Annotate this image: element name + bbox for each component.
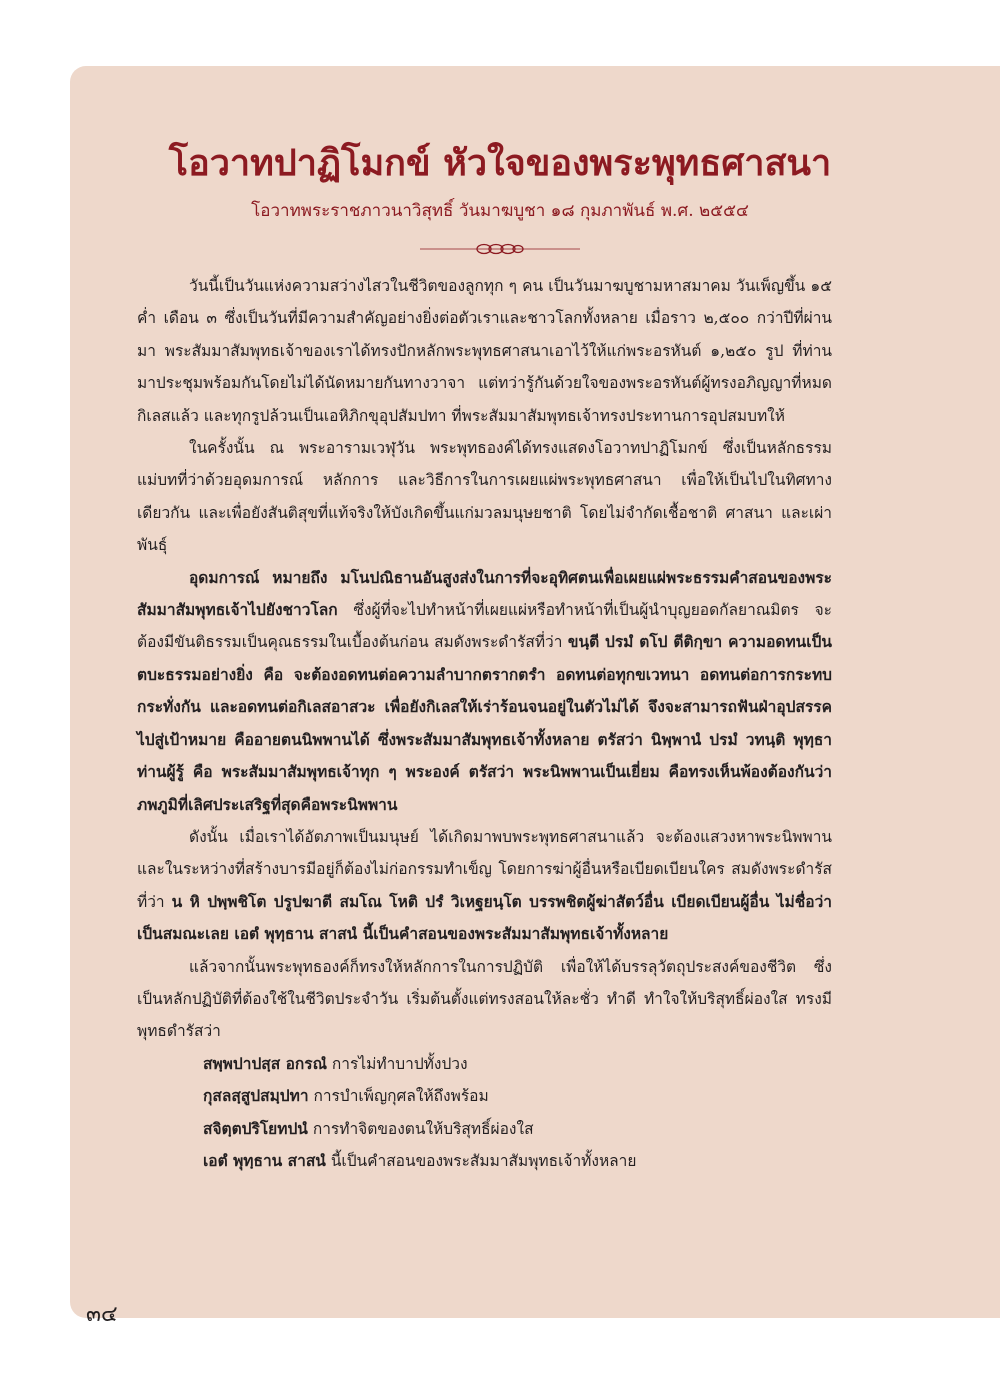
- verse-meaning: นี้เป็นคำสอนของพระสัมมาสัมพุทธเจ้าทั้งหลาย: [325, 1151, 637, 1170]
- paragraph: [137, 951, 832, 1048]
- text-run: ซึ่งผู้ที่จะไปทำหน้าที่เผยแผ่หรือทำหน้าที่เป็นผู้นำบุญยอดกัลยาณมิตร จะต้องมีขันติธรรมเป็นคุณธรรมในเบื้องต้นก่อน สมดังพระดำรัสที่ว่า: [137, 601, 832, 652]
- verse-list: [137, 1048, 832, 1178]
- page-subtitle: โอวาทพระราชภาวนาวิสุทธิ์ วันมาฆบูชา ๑๘ กุมภาพันธ์ พ.ศ. ๒๕๕๔: [251, 201, 749, 221]
- verse-item: [203, 1113, 832, 1145]
- verse-item: [203, 1080, 832, 1112]
- verse-pali: เอตํ พุทฺธาน สาสนํ: [203, 1150, 326, 1170]
- paragraph-list: [137, 270, 832, 1048]
- verse-pali: กุสลสฺสูปสมฺปทา: [203, 1086, 309, 1106]
- bold-text-run: อุดมการณ์ หมายถึง มโนปณิธานอันสูงส่งในการที่จะอุทิศตนเพื่อเผยแผ่พระธรรมคำสอนของพระสัมมาสัมพุทธเจ้าไปยังชาวโลก: [137, 567, 832, 620]
- paragraph: [137, 270, 832, 432]
- verse-pali: สพฺพปาปสฺส อกรณํ: [203, 1053, 327, 1073]
- verse-meaning: การไม่ทำบาปทั้งปวง: [327, 1054, 468, 1073]
- ornament-divider-icon: [420, 238, 580, 260]
- text-run: วันนี้เป็นวันแห่งความสว่างไสวในชีวิตของลูกทุก ๆ คน เป็นวันมาฆบูชามหาสมาคม วันเพ็ญขึ้น ๑๕ ค่ำ เดือน ๓ ซึ่งเป็นวันที่มีความสำคัญอย่างยิ่งต่อตัวเราและชาวโลกทั้งหลาย เมื่อราว ๒,๕๐๐ กว่าปีที่ผ่านมา พระสัมมาสัมพุทธเจ้าของเราได้ทรงปักหลักพระพุทธศาสนาเอาไว้ให้แก่พระอรหันต์ ๑,๒๕๐ รูป ที่ท่านมาประชุมพร้อมกันโดยไม่ได้นัดหมายกันทางวาจา แต่ทว่ารู้กันด้วยใจของพระอรหันต์ผู้ทรงอภิญญาที่หมดกิเลสแล้ว และทุกรูปล้วนเป็นเอหิภิกขุอุปสัมปทา ที่พระสัมมาสัมพุทธเจ้าทรงประทานการอุปสมบทให้: [137, 277, 832, 425]
- verse-item: [203, 1145, 832, 1177]
- text-run: ดังนั้น เมื่อเราได้อัตภาพเป็นมนุษย์ ได้เกิดมาพบพระพุทธศาสนาแล้ว จะต้องแสวงหาพระนิพพาน และในระหว่างที่สร้างบารมีอยู่ก็ต้องไม่ก่อกรรมทำเข็ญ โดยการฆ่าผู้อื่นหรือเบียดเบียนใคร สมดังพระดำรัสที่ว่า: [137, 827, 832, 911]
- page-number: ๓๔: [86, 1302, 118, 1327]
- text-run: ในครั้งนั้น ณ พระอารามเวฬุวัน พระพุทธองค์ได้ทรงแสดงโอวาทปาฏิโมกข์ ซึ่งเป็นหลักธรรมแม่บทที่ว่าด้วยอุดมการณ์ หลักการ และวิธีการในการเผยแผ่พระพุทธศาสนา เพื่อให้เป็นไปในทิศทางเดียวกัน และเพื่อยังสันติสุขที่แท้จริงให้บังเกิดขึ้นแก่มวลมนุษยชาติ โดยไม่จำกัดเชื้อชาติ ศาสนา และเผ่าพันธุ์: [137, 439, 832, 555]
- verse-meaning: การทำจิตของตนให้บริสุทธิ์ผ่องใส: [307, 1119, 534, 1138]
- verse-item: [203, 1048, 832, 1080]
- article-body: [137, 270, 832, 1177]
- paragraph: [137, 821, 832, 951]
- paragraph: [137, 432, 832, 562]
- page-title: โอวาทปาฏิโมกข์ หัวใจของพระพุทธศาสนา: [168, 143, 832, 184]
- verse-pali: สจิตฺตปริโยทปนํ: [203, 1118, 308, 1138]
- text-run: แล้วจากนั้นพระพุทธองค์ก็ทรงให้หลักการในการปฏิบัติ เพื่อให้ได้บรรลุวัตถุประสงค์ของชีวิต ซึ่งเป็นหลักปฏิบัติที่ต้องใช้ในชีวิตประจำวัน เริ่มต้นตั้งแต่ทรงสอนให้ละชั่ว ทำดี ทำใจให้บริสุทธิ์ผ่องใส ทรงมีพุทธดำรัสว่า: [137, 957, 832, 1041]
- paragraph: [137, 562, 832, 821]
- verse-meaning: การบำเพ็ญกุศลให้ถึงพร้อม: [308, 1087, 489, 1106]
- bold-text-run: ขนฺตี ปรมํ ตโป ตีติกฺขา ความอดทนเป็นตบะธรรมอย่างยิ่ง คือ จะต้องอดทนต่อความลำบากตรากตรำ อดทนต่อทุกขเวทนา อดทนต่อการกระทบกระทั่งกัน และอดทนต่อกิเลสอาสวะ เพื่อยังกิเลสให้เร่าร้อนจนอยู่ในตัวไม่ได้ จึงจะสามารถฟันฝ่าอุปสรรคไปสู่เป้าหมาย คืออายตนนิพพานได้ ซึ่งพระสัมมาสัมพุทธเจ้าทั้งหลาย ตรัสว่า นิพฺพานํ ปรมํ วทนฺติ พุทฺธา ท่านผู้รู้ คือ พระสัมมาสัมพุทธเจ้าทุก ๆ พระองค์ ตรัสว่า พระนิพพานเป็นเยี่ยม คือทรงเห็นพ้องต้องกันว่า ภพภูมิที่เลิศประเสริฐที่สุดคือพระนิพพาน: [137, 632, 832, 814]
- bold-text-run: น หิ ปพฺพชิโต ปรูปฆาตี สมโณ โหติ ปรํ วิเหฐยนฺโต บรรพชิตผู้ฆ่าสัตว์อื่น เบียดเบียนผู้อื่น ไม่ชื่อว่าเป็นสมณะเลย เอตํ พุทฺธาน สาสนํ นี้เป็นคำสอนของพระสัมมาสัมพุทธเจ้าทั้งหลาย: [137, 891, 832, 944]
